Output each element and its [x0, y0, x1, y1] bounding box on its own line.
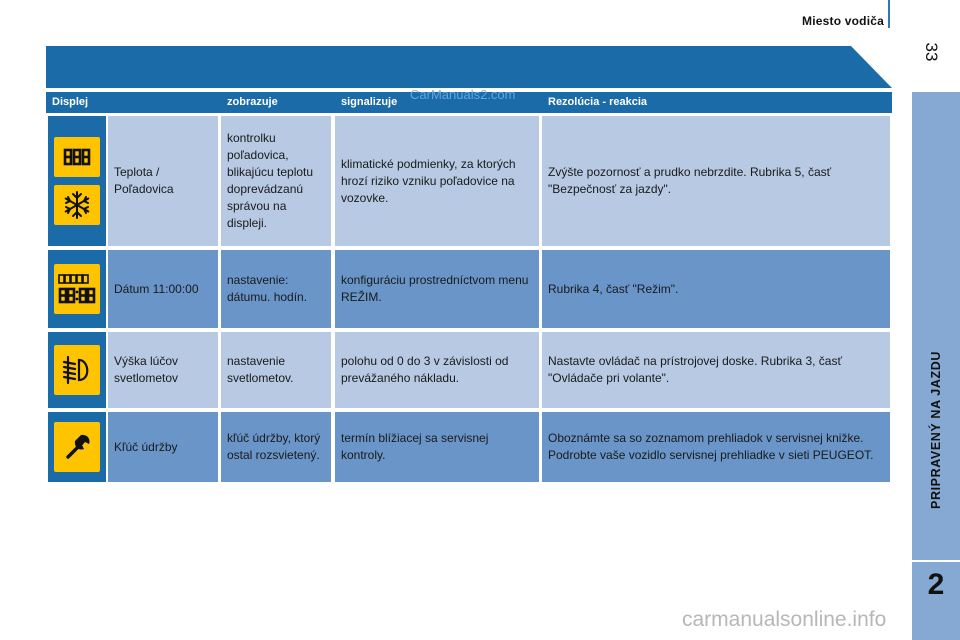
- section-banner: [46, 46, 892, 88]
- table-row: [46, 250, 892, 328]
- cell-signalizuje: polohu od 0 do 3 v závislosti od prevážaného nákladu.: [335, 332, 539, 408]
- cell-signalizuje: klimatické podmienky, za ktorých hrozí riziko vzniku poľadovice na vozovke.: [335, 116, 539, 246]
- page-header-title: Miesto vodiča: [802, 14, 884, 28]
- cell-displej: Kľúč údržby: [108, 412, 218, 482]
- temperature-display-icon: [54, 137, 100, 177]
- cell-displej: Teplota / Poľadovica: [108, 116, 218, 246]
- page-number: 33: [922, 42, 941, 62]
- sidebar-section-title-text: PRIPRAVENÝ NA JAZDU: [929, 351, 943, 509]
- header-rule: [888, 0, 890, 28]
- cell-reakcia: Rubrika 4, časť "Režim".: [542, 250, 890, 328]
- wrench-icon: [54, 422, 100, 472]
- cell-reakcia: Nastavte ovládač na prístrojovej doske. Rubrika 3, časť "Ovládače pri volante".: [542, 332, 890, 408]
- cell-signalizuje: konfiguráciu prostredníctvom menu REŽIM.: [335, 250, 539, 328]
- row-icon-cell: [48, 250, 106, 328]
- cell-reakcia: Zvýšte pozornosť a prudko nebrzdite. Rubrika 5, časť "Bezpečnosť za jazdy".: [542, 116, 890, 246]
- date-time-display-icon: [54, 264, 100, 314]
- cell-reakcia: Oboznámte sa so zoznamom prehliadok v servisnej knižke. Podrobte vaše vozidlo servisnej prehliadke v sieti PEUGEOT.: [542, 412, 890, 482]
- table-row: [46, 116, 892, 246]
- cell-displej: Dátum 11:00:00: [108, 250, 218, 328]
- header-signalizuje: signalizuje: [341, 96, 398, 108]
- cell-zobrazuje: kontrolku poľadovica, blikajúcu teplotu doprevádzanú správou na displeji.: [221, 116, 331, 246]
- watermark-bottom: carmanualsonline.info: [682, 608, 887, 631]
- sidebar-divider: [912, 560, 960, 562]
- cell-zobrazuje: kľúč údržby, ktorý ostal rozsvietený.: [221, 412, 331, 482]
- cell-zobrazuje: nastavenie: dátumu. hodín.: [221, 250, 331, 328]
- cell-displej: Výška lúčov svetlometov: [108, 332, 218, 408]
- header-zobrazuje: zobrazuje: [227, 96, 278, 108]
- header-reakcia: Rezolúcia - reakcia: [548, 96, 648, 108]
- row-icon-cell: [48, 332, 106, 408]
- row-icon-cell: [48, 412, 106, 482]
- table-row: [46, 332, 892, 408]
- cell-zobrazuje: nastavenie svetlometov.: [221, 332, 331, 408]
- chapter-number: 2: [927, 568, 945, 601]
- watermark-top: CarManuals2.com: [410, 87, 516, 102]
- table-row: [46, 412, 892, 482]
- header-displej: Displej: [52, 96, 89, 108]
- row-icon-cell: [48, 116, 106, 246]
- headlamp-beam-icon: [54, 345, 100, 395]
- sidebar-section-title: [912, 300, 960, 560]
- snowflake-icon: [54, 185, 100, 225]
- cell-signalizuje: termín blížiacej sa servisnej kontroly.: [335, 412, 539, 482]
